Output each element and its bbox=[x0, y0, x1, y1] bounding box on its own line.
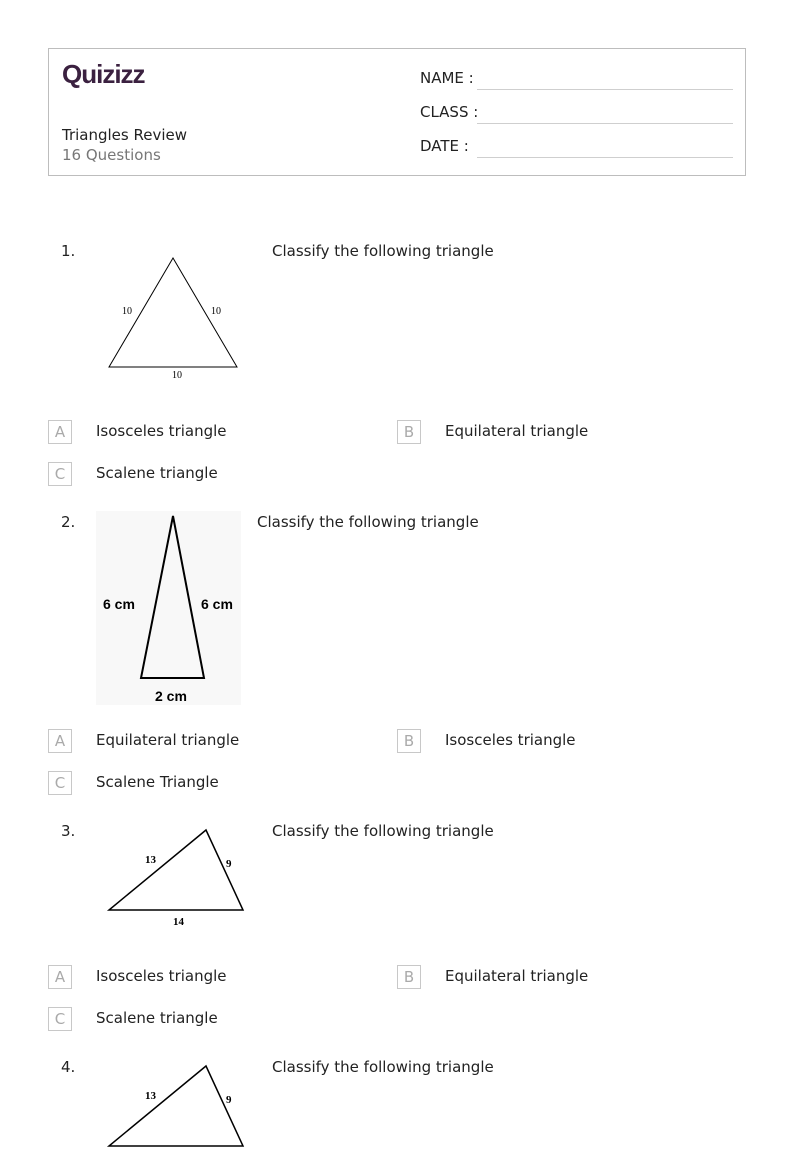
triangle-figure bbox=[100, 250, 250, 385]
option-c-box[interactable]: C bbox=[48, 1007, 72, 1031]
option-b-text: Equilateral triangle bbox=[445, 967, 589, 985]
worksheet-header bbox=[48, 48, 746, 176]
date-label: DATE : bbox=[420, 137, 469, 155]
side-label: 9 bbox=[226, 858, 232, 870]
question-text: Classify the following triangle bbox=[272, 242, 494, 260]
triangle-shape bbox=[109, 1066, 243, 1146]
worksheet-title: Triangles Review bbox=[62, 126, 188, 144]
question-number: 3. bbox=[61, 822, 76, 840]
option-c-box[interactable]: C bbox=[48, 771, 72, 795]
side-label: 2 cm bbox=[155, 688, 187, 704]
question-number: 4. bbox=[61, 1058, 76, 1076]
side-label: 14 bbox=[173, 916, 184, 928]
side-label: 6 cm bbox=[201, 596, 233, 612]
date-line[interactable] bbox=[477, 157, 733, 158]
question-text: Classify the following triangle bbox=[257, 513, 479, 531]
quizizz-logo: Quizizz bbox=[62, 59, 145, 89]
option-b-text: Equilateral triangle bbox=[445, 422, 589, 440]
option-a-box[interactable]: A bbox=[48, 420, 72, 444]
side-label: 10 bbox=[122, 306, 132, 317]
option-a-text: Isosceles triangle bbox=[96, 967, 227, 985]
name-label: NAME : bbox=[420, 69, 474, 87]
question-count: 16 Questions bbox=[62, 146, 161, 164]
question-number: 1. bbox=[61, 242, 76, 260]
triangle-figure bbox=[100, 1058, 250, 1168]
side-label: 10 bbox=[211, 306, 221, 317]
option-a-text: Isosceles triangle bbox=[96, 422, 227, 440]
side-label: 13 bbox=[145, 854, 156, 866]
option-a-box[interactable]: A bbox=[48, 965, 72, 989]
option-c-text: Scalene triangle bbox=[96, 1009, 218, 1027]
option-a-text: Equilateral triangle bbox=[96, 731, 240, 749]
option-b-text: Isosceles triangle bbox=[445, 731, 576, 749]
triangle-figure bbox=[100, 822, 250, 932]
question-text: Classify the following triangle bbox=[272, 1058, 494, 1076]
class-label: CLASS : bbox=[420, 103, 479, 121]
option-c-text: Scalene Triangle bbox=[96, 773, 219, 791]
side-label: 9 bbox=[226, 1094, 232, 1106]
option-c-text: Scalene triangle bbox=[96, 464, 218, 482]
side-label: 10 bbox=[172, 370, 182, 381]
class-line[interactable] bbox=[477, 123, 733, 124]
triangle-shape bbox=[109, 830, 243, 910]
option-a-box[interactable]: A bbox=[48, 729, 72, 753]
option-b-box[interactable]: B bbox=[397, 420, 421, 444]
question-text: Classify the following triangle bbox=[272, 822, 494, 840]
option-c-box[interactable]: C bbox=[48, 462, 72, 486]
triangle-figure bbox=[96, 511, 241, 705]
option-b-box[interactable]: B bbox=[397, 965, 421, 989]
name-line[interactable] bbox=[477, 89, 733, 90]
side-label: 6 cm bbox=[103, 596, 135, 612]
side-label: 13 bbox=[145, 1090, 156, 1102]
option-b-box[interactable]: B bbox=[397, 729, 421, 753]
question-number: 2. bbox=[61, 513, 76, 531]
